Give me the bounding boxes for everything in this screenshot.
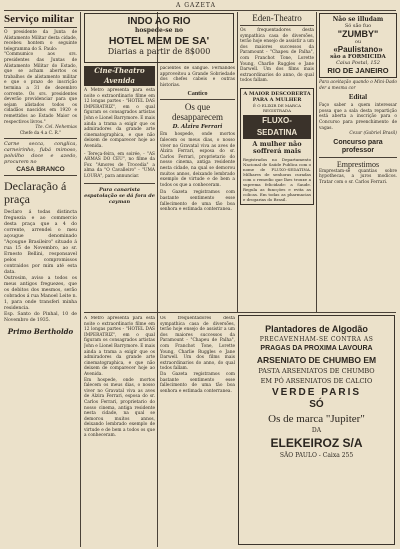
edital-title: Edital (348, 93, 368, 102)
fluxo-ad-brand: FLUXO-SEDATINA (243, 115, 311, 139)
column-5 (319, 13, 397, 311)
divider (4, 27, 77, 28)
arseniato-ad-line: EM PÓ ARSENIATOS DE CALCIO (260, 377, 373, 385)
header-masthead: A GAZETA (176, 2, 216, 9)
fluxo-ad-text: Registrados no Departamento Nacional de Saúde Publica com o nome de FLUXO-SEDATINA. Milhares de senhoras curadas com o remedio que lhes trouxe a suprema felicidade: a Saude. Regula as funcções e evita as colicas. Em todas as pharmacias e drogarias do Brasil. (243, 156, 311, 202)
article-paragraph: pacientes de sangue. Fernandes approveitou a Grande Sobriedade dos chefes cabeis e outras historias. (160, 66, 235, 88)
hotel-ad (84, 13, 234, 63)
ad-store-name: CASA BRANCO (16, 166, 65, 174)
zumby-city: RIO DE JANEIRO (327, 66, 389, 75)
zumby-line: Não se illudam (332, 16, 384, 23)
zumby-line: ou (354, 39, 362, 45)
article-paragraph: Da Gazeta registramos com bastante sentimento esse fallecimento de uma tão boa senhora e estimada conterranea. (160, 371, 235, 394)
zumby-line: Só são fuo (344, 23, 372, 29)
divider (4, 138, 77, 139)
arseniato-ad-address: SÃO PAULO - Caixa 255 (279, 452, 354, 459)
declaration-date: Esp. Santo do Pinhal, 10 de Novembro de 1935. (4, 312, 77, 324)
ad-text: Carne secca, conglica, carneirinho, fubá mimoso, polvilho doce e azedo, procurem no (4, 141, 77, 166)
emprestimo-title: Emprestimos (336, 159, 380, 169)
hotel-ad-line: hospede-se no (135, 27, 183, 34)
section-title: Pura canarista espatolação se dá fora de cayman (84, 186, 155, 205)
eden-title: Eden-Theatro (252, 13, 302, 23)
declaration-paragraph: Outrosim, aviso a todos os meus antigos freguezes, que os debitos dos mesmos, serão cobrados á rua Manoel Leite n. 1, para onde transferi minha residencia. (4, 276, 77, 312)
obituary-title: Os que desapparecem (172, 102, 223, 123)
cinema-paragraph: A Metro apresenta para esta noite o extraordinario filme em 12 longas partes - "HOTEL DAS IMPERATRIZ", em o qual figuram os consagrados artistas John e Lionel Barrymore. E mais ainda a trama a exigir que os admiradores da grande arte cinematographica, e que não deixem de comparecer hoje ao Avenida. (84, 88, 155, 149)
divider (319, 157, 397, 158)
divider (240, 25, 314, 26)
column-1 (4, 13, 77, 547)
emprestimo-paragraph: Emprestam-se quantias sobre hypothecas, a juros modicos. Tratar com o sr. Carlos Ferrari. (319, 168, 397, 185)
obituary-paragraph: Da Gazeta registramos com bastante sentimento esse fallecimento de uma tão boa senhora e estimada conterranea. (160, 190, 235, 213)
eden-paragraph: Os frequentadores desta sympathica casa de diversões, terão hoje ensejo de assistir a um dos maiores successos da Paramount - "Chapeu de Palha", com Franchot Tone, Lorette Young, Charlie Ruggles e Jane Darwell. Um dos films mais extraordinarios do anno, do qual todos fallam. (240, 28, 314, 84)
obituary-paragraph: Em hospede, onde mortos falecem os meus dias, o nosso viver no Gravatal viva as aves de Alzira Ferrari, esposa do sr. Carlos Ferrari, proprietario do nosso cinema, antiga residente nesta cidade, na qual se demorou muitos annos, deixando lembrado exemplo de virtude e de bem a todos os que a conheceram. (160, 132, 235, 188)
zumby-ad (319, 13, 397, 78)
arseniato-ad-line: PASTA ARSENIATOS DE CHUMBO (258, 367, 375, 375)
edital-paragraph: Faço saber a quem interessar possa que a sala desta repartição está aberta a inscrição para o Concurso para preenchimento de vagas. (319, 103, 397, 131)
article-paragraph: O presidente da Junta de Alistamento Militar desta cidade, recebeu hontem o seguinte telegramma do S. Paulo: (4, 30, 77, 52)
song-title: Cantico (187, 91, 208, 98)
cinema-paragraph: - Tereça-feira, em soirée, - "AS ARMAS DO CEU", no filme da Fox "Amores de Trocedia" a alma da "O Cavalleiro" - "UMA LOURA", para annunciar. (84, 151, 155, 179)
arseniato-ad-line: Plantadores de Algodão (265, 324, 368, 334)
column-2-bottom (84, 316, 155, 546)
zumby-line: são a FORMICIDA (330, 54, 386, 60)
hotel-ad-price: Diarias a partir de 8$000 (107, 47, 211, 56)
zumby-warning: Para aceitação quando o Mini-Dado der a mesma cor (319, 80, 397, 91)
hotel-ad-name: HOTEL MEM DE SA' (108, 35, 210, 47)
zumby-brand: "ZUMBY" (337, 29, 379, 39)
fluxo-ad (240, 88, 314, 205)
column-rule (316, 12, 317, 312)
divider (84, 183, 155, 184)
zumby-line: Caixa Postal, 152 (336, 60, 380, 66)
divider (160, 99, 235, 100)
fluxo-ad-sub: É O ELIXIR DE MARCA REGISTRADA (253, 102, 301, 113)
section-rule (84, 312, 396, 313)
arseniato-ad-brand: Os de marca "Jupiter" (268, 413, 365, 425)
arseniato-ad-line: DA (311, 427, 322, 434)
arseniato-ad-line: PRECAVENHAM-SE CONTRA AS (259, 336, 374, 343)
concurso-title: Concurso para professor (333, 138, 383, 154)
article-paragraph: "Commumico aos srs. presidentes das Juntas de Alistamento Militar do Estado, que se acham abertos os trabalhos de alistamento militar e que o prazo de inscrição termina a 31 de dezembro corrente. Os srs. presidentes deverão providenciar para que sejam alistados todos os cidadãos nascidos em 1920 e remettidos ao Estado Maior os respectivos livros." (4, 52, 77, 125)
cinema-title: Cine-Theatro Avenida (84, 66, 155, 86)
arseniato-ad-line: SÓ (309, 399, 324, 410)
article-paragraph: Os frequentadores desta sympathica casa de diversões, terão hoje ensejo de assistir a um dos maiores successos da Paramount - "Chapeu de Palha", com Franchot Tone, Lorette Young, Charlie Ruggles e Jane Darwell. Um dos films mais extraordinarios do anno, do qual todos fallam. (160, 316, 235, 372)
obituary-name: D. Alzira Ferrari (172, 124, 223, 131)
column-3 (160, 66, 235, 311)
divider (4, 175, 77, 176)
page-header (0, 0, 400, 10)
edital-signature: Cezar (Gabriel Brasil) (349, 131, 397, 137)
declaration-paragraph: Declaro á todas distincta freguezia e ao commercio desta praça que a 4 do corrente, arrendei o meu açougue denominado "Açougue Brasileiro" situado á rua 15 de Novembro, ao sr. Ernesto Bellini, responsavel pelos compromissos contraidos por mim até esta data. (4, 210, 77, 276)
column-rule (157, 312, 158, 547)
article-signature-role: Chefe da 4.a C. R." (19, 130, 62, 136)
zumby-brand: «Paulistano» (333, 45, 383, 54)
column-rule (80, 12, 81, 547)
column-rule (237, 12, 238, 312)
arseniato-ad-line: PRAGAS DA PROXIMA LAVOURA (260, 345, 373, 352)
arseniato-ad-company: ELEKEIROZ S/A (270, 436, 363, 450)
article-signature: Tte. Cel. Nehemias (35, 125, 77, 131)
hotel-ad-line: INDO AO RIO (127, 16, 191, 27)
arseniato-ad-line: VERDE PARIS (271, 387, 362, 398)
header-rule (4, 10, 396, 11)
declaration-signature: Primo Bertholdo (7, 327, 74, 337)
column-3-bottom (160, 316, 235, 546)
fluxo-ad-title: A mulher não soffrerá mais (252, 139, 302, 155)
arseniato-ad-line: ARSENIATO DE CHUMBO EM (256, 355, 377, 365)
fluxo-ad-headline: A MAIOR DESCOBERTA PARA A MULHER (243, 90, 311, 103)
article-paragraph: Em hospede, onde mortos falecem os meus dias, o nosso viver no Gravatal viva as aves de Alzira Ferrari, esposa do sr. Carlos Ferrari, proprietario do nosso cinema, antiga residente nesta cidade, na qual se demorou muitos annos, deixando lembrado exemplo de virtude e de bem a todos os que a conheceram. (84, 377, 155, 439)
article-paragraph: A Metro apresenta para esta noite o extraordinario filme em 12 longas partes - "HOTEL DAS IMPERATRIZ", em o qual figuram os consagrados artistas John e Lionel Barrymore. E mais ainda a trama a exigir que os admiradores da grande arte cinematographica, e que não deixem de comparecer hoje ao Avenida. (84, 316, 155, 377)
column-2 (84, 66, 155, 311)
column-4 (240, 13, 314, 311)
arseniato-ad (238, 315, 395, 545)
article-title: Serviço militar (4, 13, 74, 25)
declaration-title: Declaração á praça (4, 179, 67, 207)
